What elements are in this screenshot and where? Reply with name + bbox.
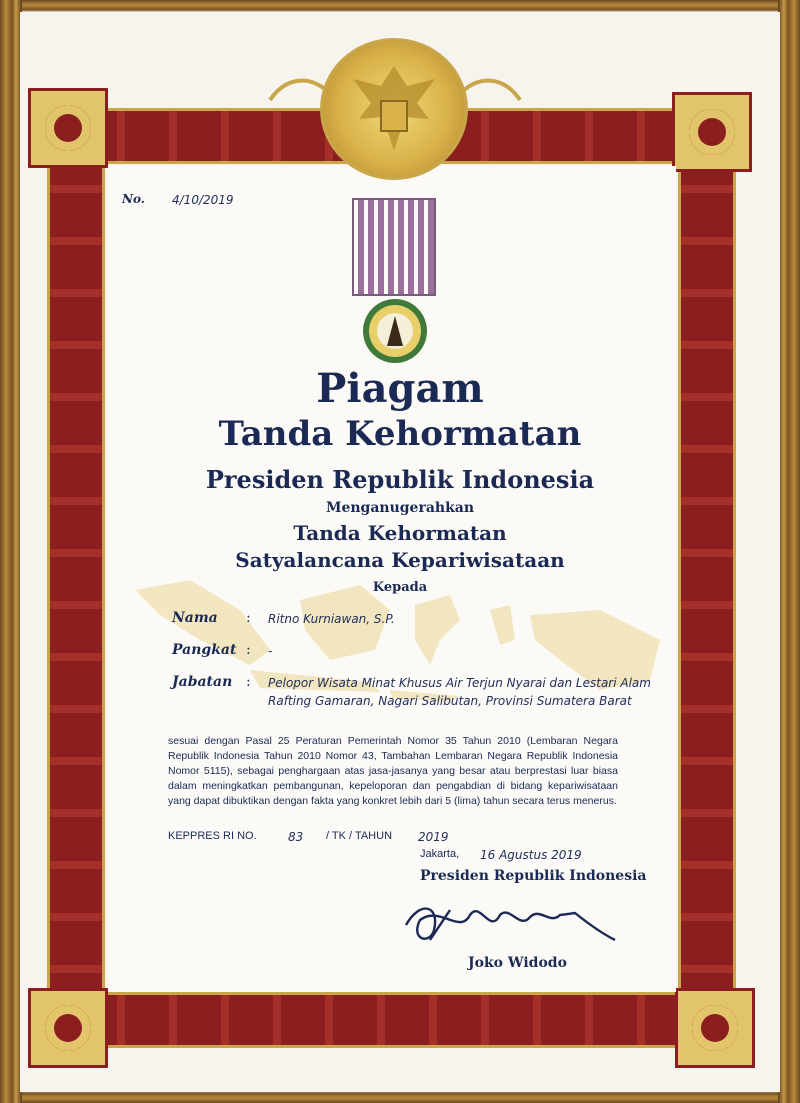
signatory-name: Joko Widodo bbox=[468, 955, 567, 971]
corner-ornament-bottom-left bbox=[28, 988, 108, 1068]
position-value-line-2: Rafting Gamaran, Nagari Salibutan, Provinsi Sumatera Barat bbox=[268, 694, 632, 708]
signatory-title: Presiden Republik Indonesia bbox=[420, 868, 647, 884]
signing-place: Jakarta, bbox=[420, 848, 460, 860]
certificate-subtitle: Tanda Kehormatan bbox=[218, 414, 582, 454]
position-colon: : bbox=[246, 674, 251, 690]
rank-value: - bbox=[268, 644, 273, 658]
name-colon: : bbox=[246, 610, 251, 626]
grant-verb: Menganugerahkan bbox=[325, 500, 475, 516]
name-label: Nama bbox=[172, 610, 218, 626]
decree-year: 2019 bbox=[418, 830, 449, 844]
number-label: No. bbox=[122, 192, 145, 206]
corner-ornament-top-left bbox=[28, 88, 108, 168]
number-value: 4/10/2019 bbox=[172, 193, 234, 207]
name-value: Ritno Kurniawan, S.P. bbox=[268, 612, 395, 626]
issuer-heading: Presiden Republik Indonesia bbox=[205, 465, 595, 494]
president-signature bbox=[400, 895, 620, 955]
corner-ornament-top-right bbox=[672, 92, 752, 172]
decree-number: 83 bbox=[288, 830, 304, 844]
award-line-1: Tanda Kehormatan bbox=[293, 521, 507, 545]
medal-badge-icon bbox=[360, 296, 430, 366]
ornamental-border-bottom bbox=[40, 992, 748, 1048]
ornamental-border-right bbox=[678, 160, 736, 995]
citation-paragraph: sesuai dengan Pasal 25 Peraturan Pemerintah Nomor 35 Tahun 2010 (Lembaran Negara Republik Indonesia Tahun 2010 Nomor 43, Tambahan Lembaran Negara Republik Indonesia Nomor 5115), sebagai penghargaan atas jasa-jasanya yang besar atau berprestasi luar biasa dalam meningkatkan pembangunan, kepeloporan dan pengabdian di bidang kepariwisataan yang dapat dibuktikan dengan fakta yang konkret lebih dari 5 (lima) tahun secara terus menerus. bbox=[168, 735, 618, 807]
award-line-2: Satyalancana Kepariwisataan bbox=[235, 548, 565, 572]
medal-ribbon bbox=[352, 198, 436, 296]
decree-middle: / TK / TAHUN bbox=[326, 830, 393, 842]
ornamental-border-left bbox=[47, 160, 105, 995]
rank-colon: : bbox=[246, 642, 251, 658]
position-label: Jabatan bbox=[172, 674, 233, 690]
rank-label: Pangkat bbox=[172, 642, 237, 658]
corner-ornament-bottom-right bbox=[675, 988, 755, 1068]
certificate-title: Piagam bbox=[316, 365, 484, 412]
signing-date: 16 Agustus 2019 bbox=[480, 848, 582, 862]
position-value-line-1: Pelopor Wisata Minat Khusus Air Terjun Nyarai dan Lestari Alam bbox=[268, 676, 651, 690]
decree-prefix: KEPPRES RI NO. bbox=[168, 830, 257, 842]
recipient-intro: Kepada bbox=[372, 580, 428, 595]
garuda-emblem-icon bbox=[320, 38, 468, 180]
